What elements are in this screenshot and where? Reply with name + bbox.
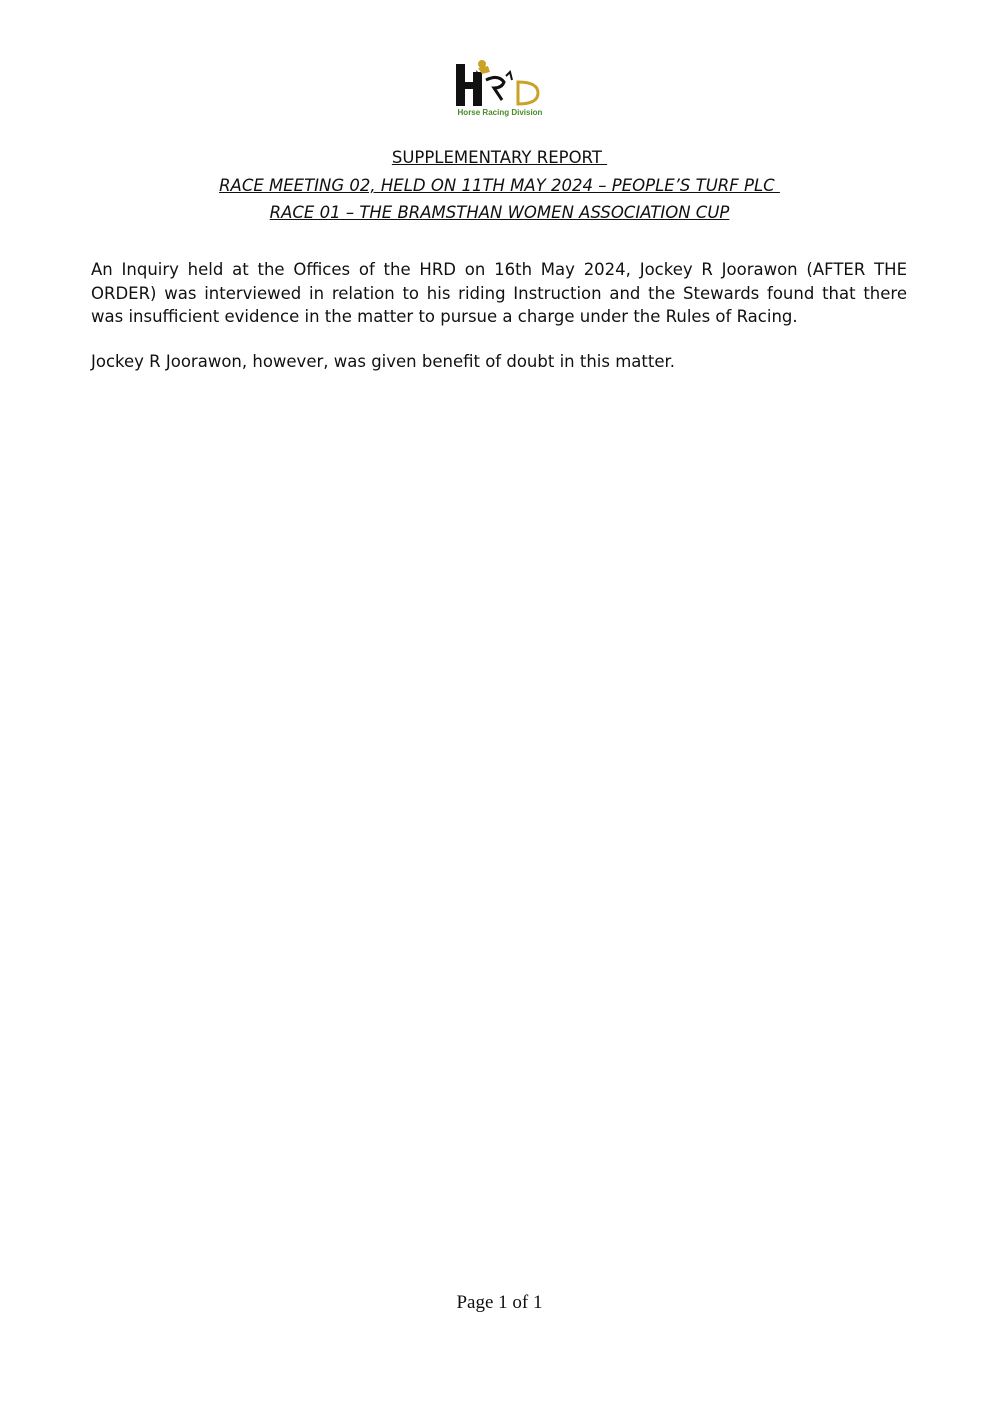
inquiry-paragraph: An Inquiry held at the Offices of the HRD on 16th May 2024, Jockey R Joorawon (AFTER THE ORDER) was interviewed in relation to his riding Instruction and the Stewards found that there was insufficient evidence in the matter to pursue a charge under the Rules of Racing. xyxy=(91,260,907,326)
report-title: SUPPLEMENTARY REPORT xyxy=(391,148,608,167)
race-meeting-heading: RACE MEETING 02, HELD ON 11TH MAY 2024 – PEOPLE’S TURF PLC xyxy=(219,176,780,195)
benefit-of-doubt-paragraph: Jockey R Joorawon, however, was given benefit of doubt in this matter. xyxy=(91,352,676,371)
hrd-logo-mark xyxy=(452,58,547,108)
page-number: Page 1 of 1 xyxy=(456,1292,543,1313)
race-name-heading: RACE 01 – THE BRAMSTHAN WOMEN ASSOCIATION CUP xyxy=(269,203,730,222)
logo-caption: Horse Racing Division xyxy=(457,108,543,117)
